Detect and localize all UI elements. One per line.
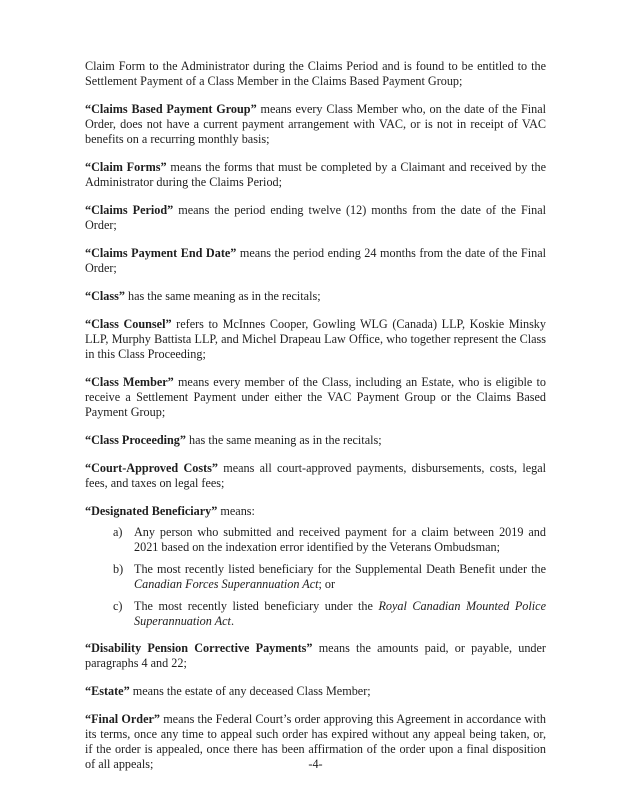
definition-class-proceeding bbox=[85, 433, 546, 448]
definition-class bbox=[85, 289, 546, 304]
definition-text: means all court-approved payments, disbursements, costs, legal fees, and taxes on legal fees; bbox=[85, 461, 547, 490]
list-marker-b: b) bbox=[113, 562, 124, 576]
list-item-a bbox=[85, 525, 546, 555]
list-item-b-text bbox=[134, 562, 546, 592]
definition-disability-pension-corrective-payments bbox=[85, 641, 546, 671]
term-court-approved-costs: “Court-Approved Costs” bbox=[85, 461, 218, 475]
continuation-paragraph bbox=[85, 59, 546, 89]
definition-text: means the estate of any deceased Class Member; bbox=[129, 684, 371, 698]
list-item-a-text: Any person who submitted and received payment for a claim between 2019 and 2021 based on the indexation error identified by the Veterans Ombudsman; bbox=[134, 525, 546, 554]
term-class-counsel: “Class Counsel” bbox=[85, 317, 172, 331]
definition-text: means the period ending twelve (12) months from the date of the Final Order; bbox=[85, 203, 547, 232]
definition-text: means every member of the Class, including an Estate, who is eligible to receive a Settlement Payment under either the VAC Payment Group or the Claims Based Payment Group; bbox=[85, 375, 546, 419]
definition-text: means the Federal Court’s order approving this Agreement in accordance with its terms, once any time to appeal such order has expired without any appeal being taken, or, if the order is appealed, once there has been affirmation of the order upon a final disposition of all appeals; bbox=[85, 712, 546, 771]
page-number: -4- bbox=[308, 757, 323, 771]
definition-claims-payment-end-date bbox=[85, 246, 546, 276]
term-claims-period: “Claims Period” bbox=[85, 203, 174, 217]
term-class-proceeding: “Class Proceeding” bbox=[85, 433, 186, 447]
term-disability-pension-corrective-payments: “Disability Pension Corrective Payments” bbox=[85, 641, 313, 655]
text-column bbox=[85, 59, 546, 785]
definition-class-counsel bbox=[85, 317, 546, 362]
definition-court-approved-costs bbox=[85, 461, 546, 491]
definition-designated-beneficiary bbox=[85, 504, 546, 519]
term-class-member: “Class Member” bbox=[85, 375, 174, 389]
statute-name-rcmpsa: Royal Canadian Mounted Police Superannuation Act bbox=[134, 599, 546, 628]
term-claim-forms: “Claim Forms” bbox=[85, 160, 167, 174]
definition-text: means: bbox=[217, 504, 255, 518]
list-item-b-pre: The most recently listed beneficiary for the Supplemental Death Benefit under the bbox=[134, 562, 546, 576]
definition-class-member bbox=[85, 375, 546, 420]
definition-text: has the same meaning as in the recitals; bbox=[124, 289, 321, 303]
list-marker-a: a) bbox=[113, 525, 123, 539]
definition-text: has the same meaning as in the recitals; bbox=[186, 433, 382, 447]
definition-claims-based-payment-group bbox=[85, 102, 546, 147]
definition-estate bbox=[85, 684, 546, 699]
list-item-c-post: . bbox=[230, 614, 234, 628]
list-item-b bbox=[85, 562, 546, 592]
term-designated-beneficiary: “Designated Beneficiary” bbox=[85, 504, 218, 518]
definition-text: means the amounts paid, or payable, under paragraphs 4 and 22; bbox=[85, 641, 546, 670]
continuation-text: Claim Form to the Administrator during the Claims Period and is found to be entitled to the Settlement Payment of a Class Member in the Claims Based Payment Group; bbox=[85, 59, 546, 88]
definition-text: refers to McInnes Cooper, Gowling WLG (Canada) LLP, Koskie Minsky LLP, Murphy Battista LLP, and Michel Drapeau Law Office, who together represent the Class in this Class Proceeding; bbox=[85, 317, 546, 361]
list-item-c-text bbox=[134, 599, 546, 629]
definition-claim-forms bbox=[85, 160, 546, 190]
definition-text: means the period ending 24 months from the date of the Final Order; bbox=[85, 246, 546, 275]
list-item-b-post: ; or bbox=[318, 577, 336, 591]
list-marker-c: c) bbox=[113, 599, 123, 613]
list-item-c bbox=[85, 599, 546, 629]
term-claims-payment-end-date: “Claims Payment End Date” bbox=[85, 246, 237, 260]
beneficiary-list bbox=[85, 525, 546, 629]
statute-name-cfsa: Canadian Forces Superannuation Act bbox=[134, 577, 319, 591]
term-class: “Class” bbox=[85, 289, 125, 303]
term-estate: “Estate” bbox=[85, 684, 130, 698]
definition-text: means the forms that must be completed by a Claimant and received by the Administrator during the Claims Period; bbox=[85, 160, 547, 189]
definition-claims-period bbox=[85, 203, 546, 233]
list-item-c-pre: The most recently listed beneficiary under the bbox=[134, 599, 379, 613]
term-final-order: “Final Order” bbox=[85, 712, 160, 726]
term-claims-based-payment-group: “Claims Based Payment Group” bbox=[85, 102, 257, 116]
definition-text: means every Class Member who, on the date of the Final Order, does not have a current payment arrangement with VAC, or is not in receipt of VAC benefits on a recurring monthly basis; bbox=[85, 102, 546, 146]
